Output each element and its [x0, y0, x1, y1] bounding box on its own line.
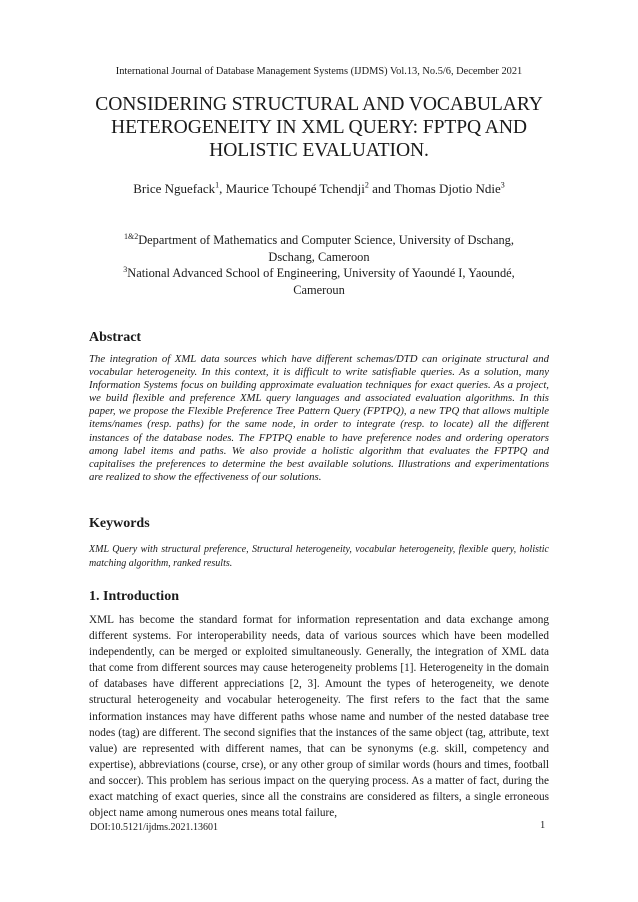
- affiliations: [90, 232, 548, 298]
- page-number: 1: [540, 820, 546, 831]
- abstract-body: The integration of XML data sources which have different schemas/DTD can originate structural and vocabular heterogeneity. In this context, it is difficult to write satisfiable queries. As a solution, many Information Systems focus on building approximate evaluation techniques for exact queries. As a project, we build flexible and preference XML query languages and associated evaluation algorithms. In this paper, we propose the Flexible Preference Tree Pattern Query (FPTPQ), a new TPQ that allows multiple items/names (resp. paths) for the same node, in order to integrate (resp. to locate) all the different instances of the database nodes. The FPTPQ enable to have preference nodes and ordering operators among label items and paths. We also provide a holistic algorithm that evaluates the FPTPQ and capitalises the preferences to determine the best available solutions. Illustrations and experimentations are realized to show the effectiveness of our solutions.: [89, 353, 549, 483]
- author-list: [0, 181, 638, 197]
- author-separator: and: [368, 181, 394, 196]
- affiliation-1-line-2: Dschang, Cameroon: [268, 249, 370, 264]
- author-3-affiliation-mark: 3: [500, 180, 505, 190]
- keywords-heading: Keywords: [89, 516, 150, 531]
- affiliation-1-mark: 1&2: [124, 231, 139, 241]
- affiliation-1: [90, 232, 548, 249]
- affiliation-2-line-1: National Advanced School of Engineering, University of Yaoundé I, Yaoundé,: [127, 266, 515, 280]
- affiliation-1-line-1: Department of Mathematics and Computer Science, University of Dschang,: [138, 233, 514, 247]
- title-line-2: HETEROGENEITY IN XML QUERY: FPTPQ AND: [111, 117, 527, 138]
- author-3: Thomas Djotio Ndie: [393, 181, 501, 196]
- doi-footer: DOI:10.5121/ijdms.2021.13601: [90, 822, 219, 833]
- introduction-body: XML has become the standard format for information representation and data exchange among different systems. For interoperability needs, data of various sources which have been modelled independently, can be merged or exploited simultaneously. Generally, the integration of XML data that come from different sources may cause heterogeneity problems [1]. Heterogeneity in the domain of databases have different appreciations [2, 3]. Amount the types of heterogeneity, we denote structural heterogeneity and vocabular heterogeneity. The first refers to the fact that the same information instances may have different paths whose name and number of the nested database tree nodes (tag) are different. The second signifies that the instances of the same object (tag, attribute, text value) are represented with different names, that can be synonyms (e.g. skill, competency and expertise), abbreviations (course, crse), or any other group of similar words (hours and times, football and soccer). This problem has serious impact on the querying process. As a matter of fact, during the exact matching of exact queries, since all the constrains are considered as filters, a single erroneous object name among numerous ones means total failure,: [89, 614, 549, 820]
- author-2: Maurice Tchoupé Tchendji: [225, 181, 365, 196]
- author-2-affiliation-mark: 2: [364, 180, 369, 190]
- affiliation-2-mark: 3: [123, 264, 128, 274]
- title-line-3: HOLISTIC EVALUATION.: [209, 140, 429, 161]
- author-1: Brice Nguefack: [133, 181, 216, 196]
- abstract-heading: Abstract: [89, 330, 142, 345]
- introduction-heading: 1. Introduction: [89, 589, 179, 604]
- affiliation-2-line-2: Cameroun: [293, 282, 345, 297]
- affiliation-2: [90, 265, 548, 282]
- title-line-1: CONSIDERING STRUCTURAL AND VOCABULARY: [95, 94, 543, 115]
- paper-title: [60, 93, 578, 162]
- keywords-body: XML Query with structural preference, Structural heterogeneity, vocabular heterogeneity, flexible query, holistic matching algorithm, ranked results.: [89, 544, 549, 569]
- running-header: International Journal of Database Management Systems (IJDMS) Vol.13, No.5/6, December 2021: [115, 66, 523, 77]
- author-1-affiliation-mark: 1: [215, 180, 220, 190]
- author-separator: ,: [219, 181, 226, 196]
